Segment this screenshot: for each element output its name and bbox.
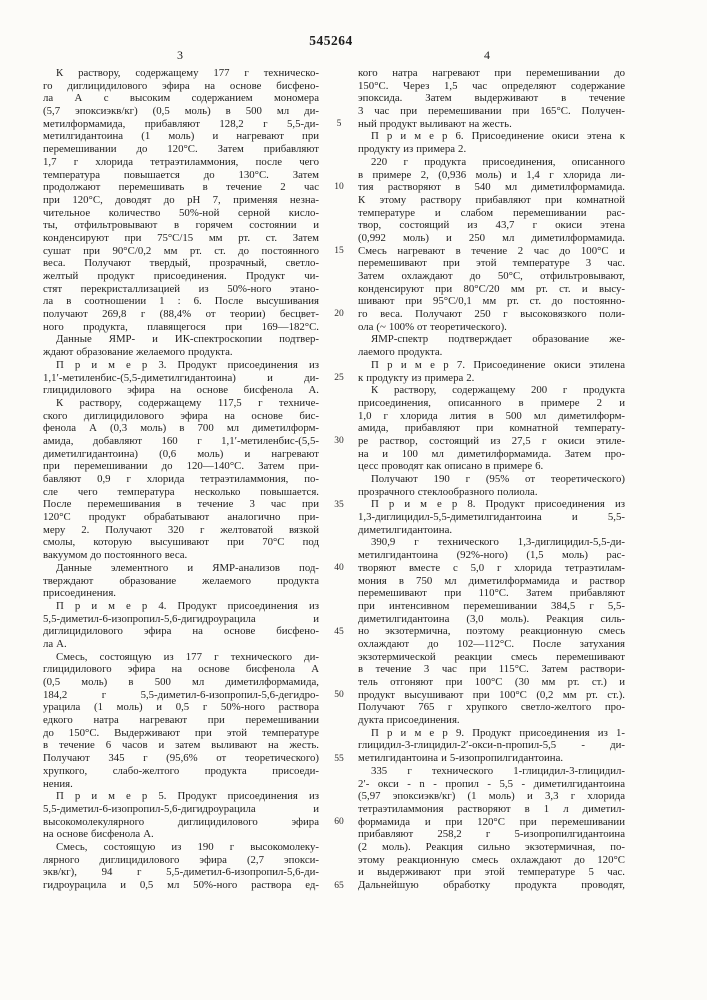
text-line: (2 моль). Реакция сильно экзотермичная, по-: [358, 840, 625, 853]
text-line: (5,97 эпоксиэкв/кг) (1 моль) и 3,3 г хлорида: [358, 790, 625, 803]
text-line: ждают образование желаемого продукта.: [43, 346, 233, 359]
text-line: экв/кг), 94 г 5,5-диметил-6-изопропил-5,6-ди-: [43, 866, 319, 879]
text-line: прибавляют 258,2 г 5-изопропилгидантоина: [358, 828, 625, 841]
text-line: присоединения.: [43, 587, 116, 600]
text-line: при перемешивании до 120—140°С. Затем при-: [43, 460, 319, 473]
text-line: П р и м е р 6. Присоединение окиси этена к: [371, 130, 625, 143]
text-line: твор, состоящий из 43,7 г окиси этена: [358, 219, 625, 232]
text-line: веса. Получают твердый, прозрачный, светло-: [43, 257, 319, 270]
text-line: диметилгидантоина.: [358, 523, 453, 536]
text-line: урацила (1 моль) и 0,5 г 50%-ного раствора: [43, 701, 319, 714]
gutter-line-number: 10: [334, 182, 344, 193]
text-line: метилгидантоина и 5-изопропилгидантоина.: [358, 752, 564, 765]
text-line: шивают при 95°С/0,1 мм рт. ст. до постоянно-: [358, 295, 625, 308]
text-line: К раствору, содержащему 177 г техническо-: [56, 67, 319, 79]
text-line: перемешивают при этой температуре 3 час.: [358, 257, 625, 270]
gutter-line-number: 25: [334, 372, 344, 383]
text-line: диглицидилового эфира на основе бисфено-: [43, 625, 319, 638]
text-line: но экзотермична, поэтому реакционную смесь: [358, 625, 625, 638]
text-line: экзотермической реакции смесь перемешивают: [358, 650, 625, 663]
text-line: тия растворяют в 540 мл диметилформамида.: [358, 181, 625, 194]
text-line: 120°С продукт обрабатывают аналогично при-: [43, 511, 319, 524]
text-line: творяют вместе с 5,0 г хлорида тетраэтилам-: [358, 561, 625, 574]
page-number-left: 3: [177, 48, 183, 62]
text-line: вакуумом до постоянного веса.: [43, 549, 188, 562]
text-line: тель отгоняют при 100°С (30 мм рт. ст.) и: [358, 676, 625, 688]
text-line: ный продукт выливают на жесть.: [358, 117, 512, 130]
left-column: [43, 67, 319, 892]
text-line: Смесь, состоящую из 190 г высокомолеку-: [56, 840, 319, 853]
text-line: продукту из примера 2.: [358, 143, 467, 156]
right-column: [358, 67, 625, 892]
gutter-line-number: 65: [334, 880, 344, 891]
text-line: фенола А (0,3 моль) в 700 мл диметилформ-: [43, 422, 319, 435]
text-line: конденсируют при 80°С/20 мм рт. ст. и высу-: [358, 282, 625, 295]
text-line: высокомолекулярного диглицидилового эфира: [43, 815, 319, 828]
text-line: в течение 3 час при 115°С. Затем раствори-: [358, 663, 625, 676]
text-line: 335 г технического 1-глицидил-3-глицидил-: [371, 764, 625, 777]
text-line: дукта присоединения.: [358, 714, 460, 727]
text-line: меру 2. Получают 320 г желтоватой вязкой: [43, 523, 319, 536]
text-line: хрупкого, слабо-желтого продукта присоеди-: [43, 764, 319, 777]
text-line: амида, прибавляют при комнатной температу-: [358, 422, 625, 435]
text-line: 1,1′-метиленбис-(5,5-диметилгидантоина) и ди-: [43, 371, 319, 384]
text-line: лаемого продукта.: [358, 346, 443, 359]
text-line: П р и м е р 8. Продукт присоединения из: [371, 498, 625, 511]
gutter-line-number: 45: [334, 626, 344, 637]
gutter-line-number: 15: [334, 245, 344, 256]
page-number-right: 4: [484, 48, 490, 62]
text-line: продолжают перемешивать в течение 2 час: [43, 181, 319, 194]
text-line: лярного диглицидилового эфира (2,7 эпокси-: [43, 853, 319, 866]
text-line: Затем охлаждают до 50°С, отфильтровывают,: [358, 270, 625, 282]
text-line: при интенсивном перемешивании 384,5 г 5,5-: [358, 599, 625, 612]
text-line: Получают 345 г (95,6% от теоретического): [43, 752, 319, 765]
text-line: при 120°С, доводят до pH 7, применяя незна-: [43, 193, 319, 206]
text-line: получают 269,8 г (88,4% от теории) бесцвет-: [43, 308, 319, 321]
text-line: 5,5-диметил-6-изопропил-5,6-дигидроурацила и: [43, 802, 319, 815]
gutter-line-number: 50: [334, 690, 344, 701]
text-line: амида, добавляют 160 г 1,1′-метиленбис-(5,5-: [43, 434, 319, 447]
text-line: 1,0 г хлорида лития в 500 мл диметилформ-: [358, 409, 625, 422]
text-line: к продукту из примера 2.: [358, 371, 475, 384]
text-line: Смесь, состоящую из 177 г технического ди-: [56, 650, 319, 663]
text-line: конденсируют при 75°С/15 мм рт. ст. Затем: [43, 231, 319, 244]
text-line: глицидилового эфира на основе бисфенола А: [43, 663, 319, 676]
text-line: до 150°С. Выдерживают при этой температуре: [43, 726, 319, 739]
text-line: эпоксида. Затем выдерживают в течение: [358, 92, 625, 105]
text-line: мония в 750 мл диметилформамида и раствор: [358, 574, 625, 587]
text-line: глицидил-3-глицидил-2′-окси-n-пропил-5,5 - ди-: [358, 739, 625, 752]
gutter-line-number: 40: [334, 563, 344, 574]
text-line: охлаждают до 102—112°С. После затухания: [358, 637, 625, 650]
text-line: присоединения, описанного в примере 2 и: [358, 396, 625, 409]
text-line: ского диглицидилового эфира на основе бис-: [43, 409, 319, 422]
text-line: Дальнейшую обработку продукта проводят,: [358, 879, 625, 891]
text-line: температуре и слабом перемешивании рас-: [358, 206, 625, 219]
gutter-line-number: 60: [334, 817, 344, 828]
text-line: 1,3-диглицидил-5,5-диметилгидантоина и 5,5-: [358, 511, 625, 524]
text-line: Данные ЯМР- и ИК-спектроскопии подтвер-: [56, 333, 319, 346]
text-line: метилгидантоина (1 моль) и нагревают при: [43, 130, 319, 143]
text-line: формамида и при 120°С при перемешивании: [358, 815, 625, 828]
text-line: П р и м е р 3. Продукт присоединения из: [56, 358, 319, 371]
gutter-line-number: 5: [336, 118, 342, 129]
text-line: перемешивают при 110°С. Затем прибавляют: [358, 587, 625, 600]
text-line: этому реакционную смесь охлаждают до 120°С: [358, 853, 625, 866]
text-line: цесс проводят как описано в примере 6.: [358, 460, 544, 473]
text-line: диметилгидантоина (3,0 моль). Реакция силь-: [358, 612, 625, 625]
text-line: в течение 6 часов и затем выливают на жесть.: [43, 739, 319, 752]
text-line: К этому раствору прибавляют при комнатной: [358, 193, 625, 206]
text-line: ла в соотношении 1 : 6. После высушивания: [43, 295, 319, 308]
text-line: тетраэтиламмония растворяют в 1 л диметил-: [358, 802, 625, 815]
text-line: диметилгидантоина) (0,6 моль) и нагревают: [43, 447, 319, 460]
text-line: сле чего температура несколько повышается.: [43, 485, 319, 498]
text-line: нения.: [43, 777, 73, 790]
text-line: 184,2 г 5,5-диметил-6-изопропил-5,6-дегидро-: [43, 688, 319, 701]
text-line: го веса. Получают 250 г высоковязкого поли-: [358, 308, 625, 321]
text-line: 3 час при перемешивании при 165°С. Получен-: [358, 105, 625, 118]
text-line: го диглицидилового эфира на основе бисфено-: [43, 79, 319, 92]
text-line: метилформамида, прибавляют 128,2 г 5,5-ди-: [43, 117, 319, 130]
text-line: Получают 765 г хрупкого светло-желтого про-: [358, 701, 625, 714]
gutter-line-number: 55: [334, 753, 344, 764]
patent-number: 545264: [309, 33, 353, 48]
text-line: П р и м е р 4. Продукт присоединения из: [56, 599, 319, 612]
gutter-line-number: 20: [334, 309, 344, 320]
text-line: ты, отфильтровывают в горячем состоянии и: [43, 219, 319, 232]
text-line: метилгидантоина (92%-ного) (1,5 моль) рас-: [358, 549, 625, 562]
text-line: чительное количество 50%-ной серной кисло-: [43, 206, 319, 219]
text-line: 2′- окси - n - пропил - 5,5 - диметилгидантоина: [358, 777, 625, 790]
text-line: ла А.: [43, 637, 67, 650]
text-line: бавляют 0,9 г хлорида тетраэтиламмония, по-: [43, 473, 319, 485]
text-line: ла А с высоким содержанием мономера: [43, 92, 319, 105]
text-line: 5,5-диметил-6-изопропил-5,6-дигидроурацила и: [43, 612, 319, 625]
text-line: (5,7 эпоксиэкв/кг) (0,5 моль) в 500 мл ди-: [43, 105, 319, 118]
text-line: 390,9 г технического 1,3-диглицидил-5,5-ди-: [371, 536, 625, 549]
text-line: прозрачного стеклообразного полиола.: [358, 485, 538, 498]
text-line: едкого натра нагревают при перемешивании: [43, 714, 319, 727]
text-line: После перемешивания в течение 3 час при: [43, 498, 319, 511]
text-line: глицидилового эфира на основе бисфенола А.: [43, 384, 319, 397]
text-line: температура повышается до 130°С. Затем: [43, 168, 319, 181]
text-line: Данные элементного и ЯМР-анализов под-: [56, 561, 319, 574]
text-line: тверждают образование желаемого продукта: [43, 574, 319, 587]
text-line: 1,7 г хлорида тетраэтиламмония, после чего: [43, 155, 319, 168]
text-line: ного продукта, плавящегося при 169—182°С.: [43, 320, 319, 333]
text-line: П р и м е р 7. Присоединение окиси этилена: [371, 358, 625, 371]
text-line: в примере 2, (0,936 моль) и 1,4 г хлорида ли-: [358, 168, 625, 181]
text-line: 150°С. Через 1,5 час определяют содержание: [358, 79, 625, 92]
text-line: К раствору, содержащему 200 г продукта: [371, 384, 625, 397]
text-line: на и 100 мл диметилформамида. Затем про-: [358, 447, 625, 460]
text-line: сушат при 90°С/0,2 мм рт. ст. до постоянного: [43, 244, 319, 257]
text-line: желтый продукт присоединения. Продукт чи-: [43, 270, 319, 282]
text-line: ола (~ 100% от теоретического).: [358, 320, 507, 333]
text-line: ре раствор, состоящий из 27,5 г окиси этиле-: [358, 434, 625, 447]
text-line: перемешивании до 120°С. Затем прибавляют: [43, 143, 319, 156]
text-line: Смесь нагревают в течение 2 час до 100°С и: [358, 244, 625, 257]
text-line: стят перекристаллизацией из 50%-ного этано-: [43, 282, 319, 295]
text-line: продукт высушивают при 100°С (0,2 мм рт. ст.).: [358, 688, 625, 701]
text-line: смолы, которую высушивают при 70°С под: [43, 536, 319, 549]
text-line: П р и м е р 9. Продукт присоединения из 1-: [371, 726, 625, 739]
text-line: Получают 190 г (95% от теоретического): [371, 473, 625, 485]
gutter-line-number: 35: [334, 499, 344, 510]
text-line: гидроурацила и 0,5 мл 50%-ного раствора ед-: [43, 879, 319, 891]
gutter-line-number: 30: [334, 436, 344, 447]
text-line: П р и м е р 5. Продукт присоединения из: [56, 790, 319, 803]
text-line: кого натра нагревают при перемешивании до: [358, 67, 625, 79]
text-line: 220 г продукта присоединения, описанного: [371, 155, 625, 168]
text-line: (0,992 моль) и 250 мл диметилформамида.: [358, 231, 625, 244]
text-line: (0,5 моль) в 500 мл диметилформамида,: [43, 676, 319, 688]
text-line: ЯМР-спектр подтверждает образование же-: [371, 333, 625, 346]
text-line: и выдерживают при этой температуре 5 час.: [358, 866, 625, 879]
text-line: на основе бисфенола А.: [43, 828, 154, 841]
text-line: К раствору, содержащему 117,5 г техниче-: [56, 396, 319, 409]
